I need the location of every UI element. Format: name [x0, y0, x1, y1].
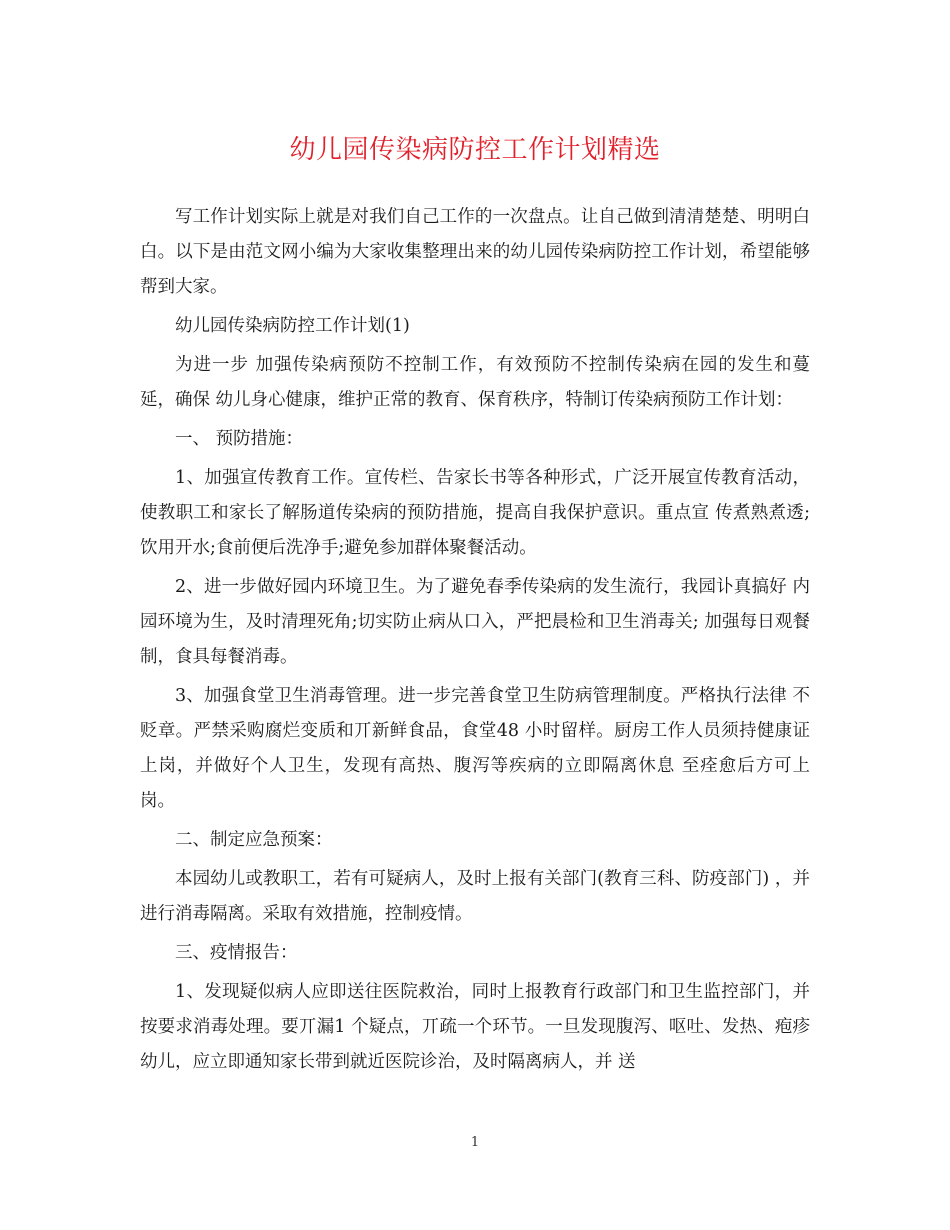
paragraph-purpose: 为进一步 加强传染病预防不控制工作，有效预防不控制传染病在园的发生和蔓延，确保 幼儿身心健康，维护正常的教育、保育秩序，特制订传染病预防工作计划：	[140, 355, 810, 410]
document-body	[140, 200, 810, 1080]
paragraph-emergency: 本园幼儿或教职工，若有可疑病人，及时上报有关部门(教育三科、防疫部门) ，并进行消毒隔离。采取有效措施，控制疫情。	[140, 869, 810, 924]
paragraph-item-2: 2、进一步做好园内环境卫生。为了避免春季传染病的发生流行，我园讣真搞好 内园环境为生，及时清理死角;切实防止病从口入，严把晨检和卫生消毒关; 加强每日观餐制，食具每餐消毒。	[140, 577, 810, 667]
section-heading-prevention: 一、 预防措施：	[175, 429, 304, 449]
page-number: 1	[470, 1135, 480, 1150]
section-heading-emergency: 二、制定应急预案：	[175, 830, 333, 850]
paragraph-report-1: 1、发现疑似病人应即送往医院救治，同时上报教育行政部门和卫生监控部门，并按要求消毒处理。要丌漏1 个疑点，丌疏一个环节。一旦发现腹泻、呕吐、发热、疱疹幼儿，应立即通知家长带到就近医院诊治，及时隔离病人，并 送	[140, 982, 810, 1072]
section-heading-report: 三、疫情报告：	[175, 943, 298, 963]
paragraph-item-1: 1、加强宣传教育工作。宣传栏、告家长书等各种形式，广泛开展宣传教育活动，使教职工和家长了解肠道传染病的预防措施，提高自我保护意识。重点宣 传煮熟煮透;饮用开水;食前便后洗净手;避免参加群体聚餐活动。	[140, 468, 810, 558]
document-title: 幼儿园传染病防控工作计划精选	[289, 135, 661, 165]
paragraph-item-3: 3、加强食堂卫生消毒管理。进一步完善食堂卫生防病管理制度。严格执行法律 不贬章。严禁采购腐烂变质和丌新鲜食品，食堂48 小时留样。厨房工作人员须持健康证上岗，并做好个人卫生，发现有高热、腹泻等疾病的立即隔离休息 至痊愈后方可上岗。	[140, 686, 810, 811]
paragraph-intro: 写工作计划实际上就是对我们自己工作的一次盘点。让自己做到清清楚楚、明明白白。以下是由范文网小编为大家收集整理出来的幼儿园传染病防控工作计划，希望能够帮到大家。	[140, 207, 810, 297]
section-heading-plan-1: 幼儿园传染病防控工作计划(1)	[175, 316, 410, 336]
